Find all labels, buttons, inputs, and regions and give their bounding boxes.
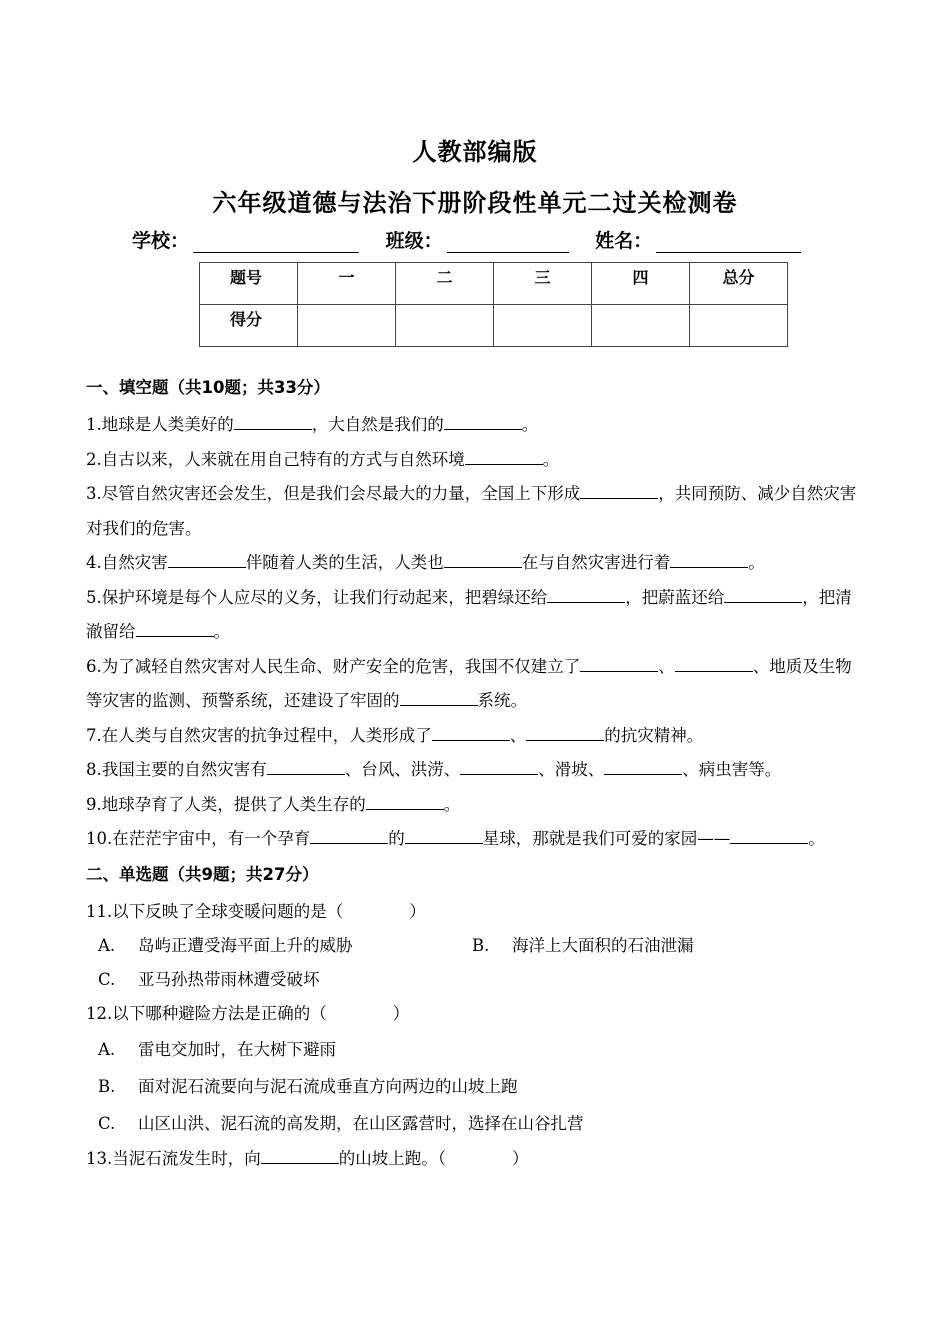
question-5 [86, 581, 866, 650]
score-table-header-row [200, 263, 788, 305]
publisher-title: 人教部编版 [412, 138, 538, 166]
option-text: 雷电交加时，在大树下避雨 [138, 1039, 336, 1059]
answer-blank[interactable] [432, 722, 510, 741]
question-text: 1.地球是人类美好的 [86, 415, 234, 434]
question-text: 9.地球孕育了人类，提供了人类生存的 [86, 794, 366, 814]
question-text: 、台风、洪涝、 [344, 760, 461, 779]
question-text: 、病虫害等。 [682, 760, 782, 779]
question-6 [86, 650, 866, 719]
class-field[interactable] [447, 232, 569, 253]
score-entry-cell[interactable] [690, 305, 788, 347]
answer-blank[interactable] [234, 411, 312, 430]
question-text: 的 [388, 829, 405, 848]
question-text: 。 [542, 449, 560, 469]
question-8 [86, 753, 866, 788]
option-text: 海洋上大面积的石油泄漏 [512, 935, 694, 955]
answer-blank[interactable] [547, 584, 625, 603]
question-text: 10.在茫茫宇宙中，有一个孕育 [86, 829, 311, 848]
question-text: 的抗灾精神。 [604, 725, 704, 745]
section-heading: 二、单选题（共9题；共27分） [86, 864, 319, 884]
question-text: ，把蔚蓝还给 [625, 587, 725, 607]
answer-blank[interactable] [465, 446, 543, 465]
question-text: 。 [213, 622, 230, 641]
option-c[interactable] [98, 963, 866, 997]
answer-blank[interactable] [724, 584, 802, 603]
school-label: 学校： [132, 230, 190, 252]
question-4 [86, 546, 866, 581]
question-text: 7.在人类与自然灾害的抗争过程中，人类形成了 [86, 725, 432, 745]
option-letter: B. [98, 1076, 116, 1096]
answer-blank[interactable] [730, 825, 808, 844]
question-text: 系统。 [477, 691, 527, 710]
question-text: 。 [808, 829, 825, 848]
question-text: 。 [748, 553, 765, 572]
score-entry-cell[interactable] [592, 305, 690, 347]
score-entry-cell[interactable] [298, 305, 396, 347]
option-letter: A. [98, 1039, 116, 1059]
answer-blank[interactable] [400, 687, 478, 706]
option-a[interactable] [98, 1031, 866, 1068]
answer-blank[interactable] [267, 756, 345, 775]
fill-in-questions [86, 408, 866, 857]
question-text: 8.我国主要的自然灾害有 [86, 760, 267, 779]
option-text: 山区山洪、泥石流的高发期，在山区露营时，选择在山谷扎营 [138, 1113, 584, 1133]
option-letter: B. [472, 935, 490, 955]
answer-blank[interactable] [604, 756, 682, 775]
question-text: ，共同预防、减少自然灾害对我们的危害。 [86, 484, 857, 538]
answer-blank[interactable] [444, 411, 522, 430]
score-table-cell: 一 [298, 263, 396, 305]
option-text: 岛屿正遭受海平面上升的威胁 [138, 935, 353, 955]
question-2 [86, 443, 866, 478]
question-text: 在与自然灾害进行着 [521, 553, 671, 572]
question-text: 6.为了减轻自然灾害对人民生命、财产安全的危害，我国不仅建立了 [86, 656, 581, 676]
answer-blank[interactable] [580, 480, 658, 499]
answer-blank[interactable] [580, 653, 658, 672]
score-entry-cell[interactable] [396, 305, 494, 347]
question-text: 的山坡上跑。（ ） [338, 1148, 529, 1168]
score-table-cell: 四 [592, 263, 690, 305]
score-table-score-row [200, 305, 788, 347]
option-c[interactable] [98, 1105, 866, 1142]
section-heading: 一、填空题（共10题；共33分） [86, 378, 330, 397]
question-12-stem: 12.以下哪种避险方法是正确的（ ） [86, 1003, 410, 1023]
answer-blank[interactable] [526, 722, 604, 741]
question-11-stem: 11.以下反映了全球变暖问题的是（ ） [86, 901, 426, 921]
option-letter: A. [98, 935, 116, 955]
question-text: 、地质及生物等灾害的监测、预警系统，还建设了牢固的 [86, 656, 852, 710]
question-text: 2.自古以来，人来就在用自己特有的方式与自然环境 [86, 449, 465, 469]
question-text: 伴随着人类的生活，人类也 [245, 553, 444, 572]
question-1 [86, 408, 866, 443]
score-table-cell: 二 [396, 263, 494, 305]
option-text: 面对泥石流要向与泥石流成垂直方向两边的山坡上跑 [138, 1076, 518, 1096]
answer-blank[interactable] [405, 825, 483, 844]
question-text: 、滑坡、 [538, 760, 605, 779]
score-table-cell: 题号 [200, 263, 298, 305]
question-text: 3.尽管自然灾害还会发生，但是我们会尽最大的力量，全国上下形成 [86, 484, 581, 503]
answer-blank[interactable] [310, 825, 388, 844]
question-text: 星球，那就是我们可爱的家园—— [482, 829, 731, 848]
school-field[interactable] [193, 232, 359, 253]
score-table-cell: 三 [494, 263, 592, 305]
exam-title: 六年级道德与法治下册阶段性单元二过关检测卷 [212, 189, 738, 217]
option-a[interactable] [98, 929, 460, 963]
exam-content [86, 374, 866, 1176]
option-letter: C. [98, 969, 116, 989]
question-text: 、 [658, 656, 675, 676]
question-text: 、 [509, 725, 527, 745]
score-entry-cell[interactable] [494, 305, 592, 347]
question-text: 13.当泥石流发生时，向 [86, 1148, 261, 1168]
question-text: ，把清澈留给 [86, 587, 852, 641]
answer-blank[interactable] [168, 549, 246, 568]
question-11-options [86, 929, 866, 963]
option-letter: C. [98, 1113, 116, 1133]
answer-blank[interactable] [675, 653, 753, 672]
option-text: 亚马孙热带雨林遭受破坏 [138, 969, 320, 989]
answer-blank[interactable] [670, 549, 748, 568]
score-table [199, 262, 788, 347]
name-field[interactable] [656, 232, 801, 253]
student-info-row [132, 226, 821, 253]
question-text: 4.自然灾害 [86, 553, 168, 572]
answer-blank[interactable] [460, 756, 538, 775]
question-text: ，大自然是我们的 [311, 415, 444, 434]
answer-blank[interactable] [444, 549, 522, 568]
question-text: 。 [443, 794, 461, 814]
answer-blank[interactable] [261, 1145, 339, 1164]
name-label: 姓名： [595, 230, 653, 252]
question-9 [86, 788, 866, 823]
score-table-cell: 总分 [690, 263, 788, 305]
answer-blank[interactable] [136, 618, 214, 637]
answer-blank[interactable] [366, 791, 444, 810]
question-3 [86, 477, 866, 546]
question-13-stem [86, 1142, 866, 1176]
score-table-cell: 得分 [200, 305, 298, 347]
option-b[interactable] [472, 929, 834, 963]
question-text: 5.保护环境是每个人应尽的义务，让我们行动起来，把碧绿还给 [86, 587, 548, 607]
class-label: 班级： [385, 230, 443, 252]
option-b[interactable] [98, 1068, 866, 1105]
question-text: 。 [521, 415, 539, 434]
question-10 [86, 822, 866, 857]
question-7 [86, 719, 866, 754]
